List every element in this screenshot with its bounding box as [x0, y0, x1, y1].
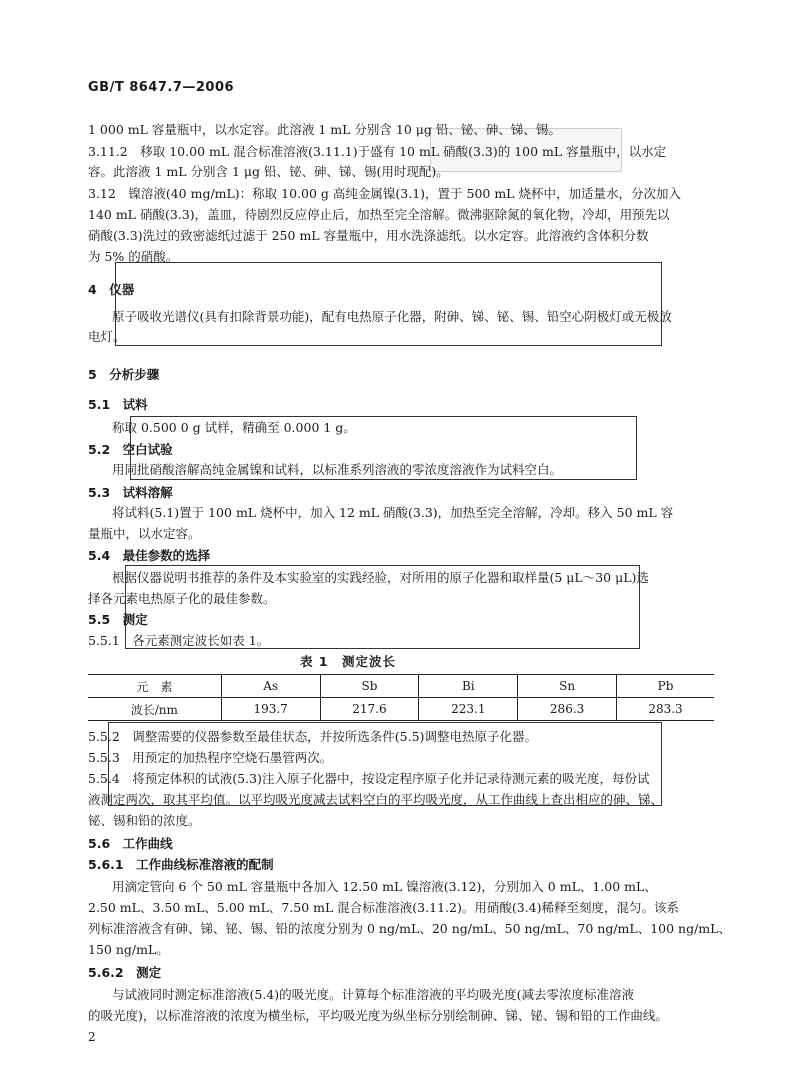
table-cell: Sb	[320, 675, 419, 698]
paragraph-line: 称取 0.500 0 g 试样，精确至 0.000 1 g。	[112, 420, 356, 435]
subsection-heading: 5.6.2 测定	[88, 965, 162, 980]
subsection-heading: 5.4 最佳参数的选择	[88, 548, 211, 563]
subsection-heading: 5.5 测定	[88, 612, 148, 627]
paragraph-line: 1 000 mL 容量瓶中，以水定容。此溶液 1 mL 分别含 10 μg 铅、铋、砷、锑、锡。	[88, 122, 561, 137]
paragraph-line: 液测定两次，取其平均值。以平均吸光度减去试料空白的平均吸光度，从工作曲线上查出相应的砷、锑、	[88, 792, 664, 807]
paragraph-line: 量瓶中，以水定容。	[88, 526, 201, 541]
page-number: 2	[88, 1030, 96, 1044]
paragraph-line: 3.12 镍溶液(40 mg/mL)：称取 10.00 g 高纯金属镍(3.1)，置于 500 mL 烧杯中，加适量水，分次加入	[88, 186, 681, 201]
paragraph-line: 将试料(5.1)置于 100 mL 烧杯中，加入 12 mL 硝酸(3.3)，加热至完全溶解，冷却。移入 50 mL 容	[112, 505, 674, 520]
table-cell: 217.6	[320, 698, 419, 721]
section-heading: 4 仪器	[88, 282, 135, 297]
table-cell: Bi	[419, 675, 518, 698]
paragraph-line: 原子吸收光谱仪(具有扣除背景功能)，配有电热原子化器，附砷、锑、铋、锡、铅空心阴极灯或无极放	[112, 309, 672, 324]
table-row	[88, 698, 714, 721]
subsection-heading: 5.3 试料溶解	[88, 485, 173, 500]
subsection-heading: 5.1 试料	[88, 397, 148, 412]
table-cell: 286.3	[518, 698, 617, 721]
table-cell: Sn	[518, 675, 617, 698]
paragraph-line: 电灯。	[88, 329, 126, 344]
paragraph-line: 铋、锡和铅的浓度。	[88, 813, 201, 828]
table-cell: As	[221, 675, 320, 698]
paragraph-line: 硝酸(3.3)洗过的致密滤纸过滤于 250 mL 容量瓶中，用水洗涤滤纸。以水定容。此溶液约含体积分数	[88, 228, 649, 243]
paragraph-line: 用滴定管向 6 个 50 mL 容量瓶中各加入 12.50 mL 镍溶液(3.12)，分别加入 0 mL、1.00 mL、	[112, 879, 657, 894]
paragraph-line: 列标准溶液含有砷、锑、铋、锡、铅的浓度分别为 0 ng/mL、20 ng/mL、50 ng/mL、70 ng/mL、100 ng/mL、	[88, 921, 731, 936]
paragraph-line: 150 ng/mL。	[88, 942, 169, 957]
paragraph-line: 5.5.4 将预定体积的试液(5.3)注入原子化器中，按设定程序原子化并记录待测元素的吸光度，每份试	[88, 771, 650, 786]
paragraph-line: 择各元素电热原子化的最佳参数。	[88, 591, 276, 606]
paragraph-line: 根据仪器说明书推荐的条件及本实验室的实践经验，对所用的原子化器和取样量(5 μL～30 μL)选	[112, 570, 649, 585]
table-row	[88, 675, 714, 698]
annotation-box	[115, 262, 662, 346]
table-cell: 223.1	[419, 698, 518, 721]
subsection-heading: 5.6 工作曲线	[88, 836, 173, 851]
subsection-heading: 5.2 空白试验	[88, 442, 173, 457]
table-cell: 波长/nm	[88, 698, 221, 721]
paragraph-line: 2.50 mL、3.50 mL、5.00 mL、7.50 mL 混合标准溶液(3.11.2)。用硝酸(3.4)稀释至刻度，混匀。该系	[88, 900, 679, 915]
paragraph-line: 5.5.1 各元素测定波长如表 1。	[88, 633, 270, 648]
subsection-heading: 5.6.1 工作曲线标准溶液的配制	[88, 857, 274, 872]
paragraph-line: 3.11.2 移取 10.00 mL 混合标准溶液(3.11.1)于盛有 10 mL 硝酸(3.3)的 100 mL 容量瓶中，以水定	[88, 144, 667, 159]
paragraph-line: 与试液同时测定标准溶液(5.4)的吸光度。计算每个标准溶液的平均吸光度(减去零浓度标准溶液	[112, 987, 635, 1002]
paragraph-line: 容。此溶液 1 mL 分别含 1 μg 铅、铋、砷、锑、锡(用时现配)。	[88, 164, 449, 179]
table-cell: 元 素	[88, 675, 221, 698]
paragraph-line: 的吸光度)，以标准溶液的浓度为横坐标，平均吸光度为纵坐标分别绘制砷、锑、铋、锡和铅的工作曲线。	[88, 1008, 668, 1023]
paragraph-line: 为 5% 的硝酸。	[88, 249, 179, 264]
paragraph-line: 用同批硝酸溶解高纯金属镍和试料，以标准系列溶液的零浓度溶液作为试料空白。	[112, 462, 563, 477]
section-heading: 5 分析步骤	[88, 367, 160, 382]
paragraph-line: 140 mL 硝酸(3.3)，盖皿，待剧烈反应停止后，加热至完全溶解。微沸驱除氮的氧化物，冷却，用预先以	[88, 207, 670, 222]
table-caption: 表 1 测定波长	[300, 654, 397, 669]
paragraph-line: 5.5.3 用预定的加热程序空烧石墨管两次。	[88, 750, 333, 765]
wavelength-table	[88, 674, 714, 721]
table-cell: Pb	[617, 675, 714, 698]
table-cell: 193.7	[221, 698, 320, 721]
paragraph-line: 5.5.2 调整需要的仪器参数至最佳状态，并按所选条件(5.5)调整电热原子化器。	[88, 729, 537, 744]
standard-header: GB/T 8647.7—2006	[88, 80, 235, 95]
table-cell: 283.3	[617, 698, 714, 721]
